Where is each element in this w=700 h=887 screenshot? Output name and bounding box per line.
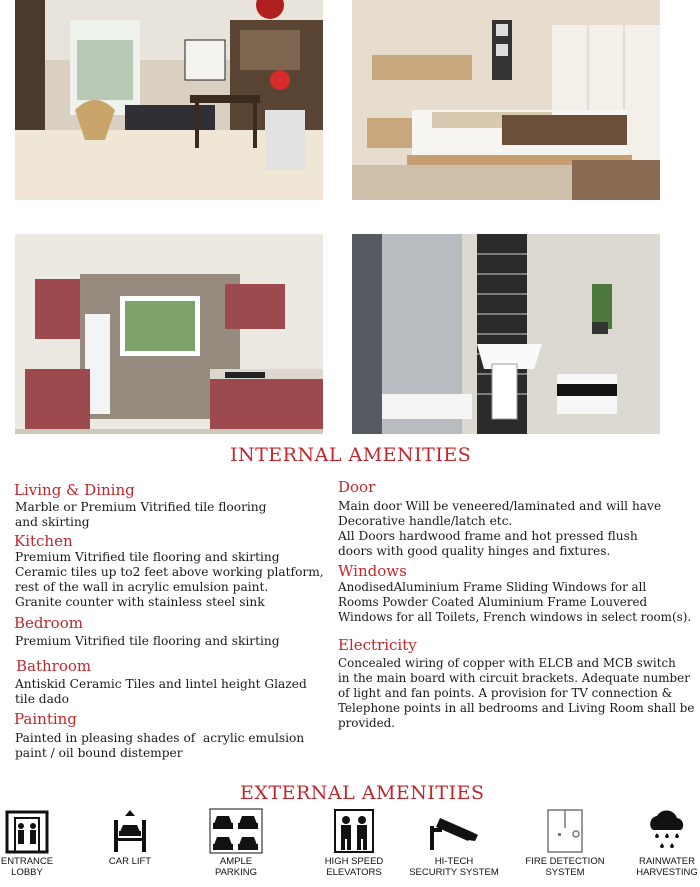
bedroom-photo [352, 0, 660, 200]
painting-heading: Painting [14, 710, 77, 728]
amenity-rainwater [632, 808, 700, 878]
cctv-camera-icon [426, 808, 482, 854]
bathroom-photo [352, 234, 660, 434]
amenity-label: AMPLE PARKING [214, 856, 258, 878]
amenity-label: HIGH SPEED ELEVATORS [324, 856, 384, 878]
bathroom-heading: Bathroom [16, 657, 92, 675]
painting-text: Painted in pleasing shades of acrylic emulsion paint / oil bound distemper [15, 731, 305, 760]
bathroom-text: Antiskid Ceramic Tiles and lintel height Glazed tile dado [15, 677, 307, 706]
elevator-icon [329, 808, 379, 854]
living-dining-text: Marble or Premium Vitrified tile flooring and skirting [15, 500, 267, 529]
fire-detector-icon [540, 808, 590, 854]
amenity-label: HI-TECH SECURITY SYSTEM [409, 856, 499, 878]
internal-amenities-title: INTERNAL AMENITIES [230, 444, 472, 466]
living-dining-heading: Living & Dining [14, 481, 135, 499]
electricity-heading: Electricity [338, 636, 417, 654]
parking-icon [209, 808, 263, 854]
living-room-photo [15, 0, 323, 200]
electricity-text: Concealed wiring of copper with ELCB and MCB switch in the main board with circuit brackets. Adequate number of light and fan points. A provision for TV connection & Telephone points in all bedrooms and Living Room shall be provided. [338, 656, 695, 730]
amenity-fire-detection [520, 808, 610, 878]
windows-text: AnodisedAluminium Frame Sliding Windows for all Rooms Powder Coated Aluminium Frame Louvered Windows for all Toilets, French windows in select room(s). [338, 580, 692, 624]
door-heading: Door [338, 478, 376, 496]
amenity-label: RAINWATER HARVESTING [636, 856, 698, 878]
amenity-parking [206, 808, 266, 878]
kitchen-heading: Kitchen [14, 532, 73, 550]
amenity-label: FIRE DETECTION SYSTEM [525, 856, 605, 878]
car-lift-icon [110, 808, 150, 854]
amenity-elevators [322, 808, 386, 878]
external-amenities-title: EXTERNAL AMENITIES [240, 782, 485, 804]
kitchen-text: Premium Vitrified tile flooring and skirting Ceramic tiles up to2 feet above working platform, rest of the wall in acrylic emulsion paint. Granite counter with stainless steel sink [15, 550, 324, 609]
amenity-car-lift [101, 808, 159, 867]
amenity-security [408, 808, 500, 878]
rain-cloud-icon [643, 808, 691, 854]
amenity-label: ENTRANCE LOBBY [0, 856, 54, 878]
amenity-entrance-lobby [0, 808, 56, 878]
bedroom-heading: Bedroom [14, 614, 83, 632]
kitchen-photo [15, 234, 323, 434]
windows-heading: Windows [338, 562, 407, 580]
amenity-label: CAR LIFT [108, 856, 152, 867]
door-text: Main door Will be veneered/laminated and will have Decorative handle/latch etc. All Doors hardwood frame and hot pressed flush doors with good quality hinges and fixtures. [338, 499, 662, 558]
bedroom-text: Premium Vitrified tile flooring and skirting [15, 634, 280, 648]
entrance-lobby-icon [1, 808, 53, 854]
